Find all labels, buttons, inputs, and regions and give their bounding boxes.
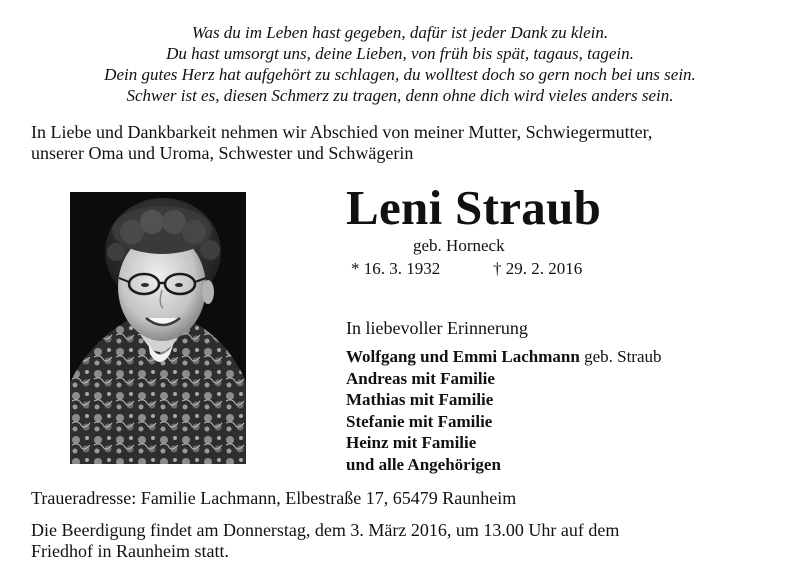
mourner-line: Stefanie mit Familie [346,411,493,431]
mourner-maiden-name: geb. Straub [579,347,662,366]
mourning-address: Traueradresse: Familie Lachmann, Elbestraße 17, 65479 Raunheim [31,488,517,508]
mourner-line [346,346,662,368]
mourner-names: Wolfgang und Emmi Lachmann [346,347,580,366]
remembrance-heading: In liebevoller Erinnerung [346,318,528,338]
funeral-line: Die Beerdigung findet am Donnerstag, dem 3. März 2016, um 13.00 Uhr auf dem [31,520,620,540]
poem-line: Du hast umsorgt uns, deine Lieben, von früh bis spät, tagaus, tagein. [166,44,634,63]
mourner-line: Mathias mit Familie [346,390,494,409]
maiden-name: geb. Horneck [413,236,505,255]
death-date: † 29. 2. 2016 [493,259,583,278]
poem-line: Was du im Leben hast gegeben, dafür ist jeder Dank zu klein. [191,23,609,42]
poem [0,22,800,106]
mourner-line: und alle Angehörigen [346,454,501,474]
intro-line: In Liebe und Dankbarkeit nehmen wir Abschied von meiner Mutter, Schwiegermutter, [31,122,653,142]
mourners-list [346,346,662,475]
birth-date: * 16. 3. 1932 [351,259,441,278]
deceased-name: Leni Straub [346,180,602,235]
funeral-notice [31,520,619,562]
mourner-line: Heinz mit Familie [346,433,477,452]
funeral-line: Friedhof in Raunheim statt. [31,541,229,561]
intro-line: unserer Oma und Uroma, Schwester und Schwägerin [31,143,414,163]
mourner-line: Andreas mit Familie [346,368,495,388]
poem-line: Schwer ist es, diesen Schmerz zu tragen, denn ohne dich wird vieles anders sein. [126,86,674,105]
portrait-photo [70,192,246,464]
poem-line: Dein gutes Herz hat aufgehört zu schlagen, du wolltest doch so gern noch bei uns sein. [104,65,696,84]
intro-text [31,122,791,164]
